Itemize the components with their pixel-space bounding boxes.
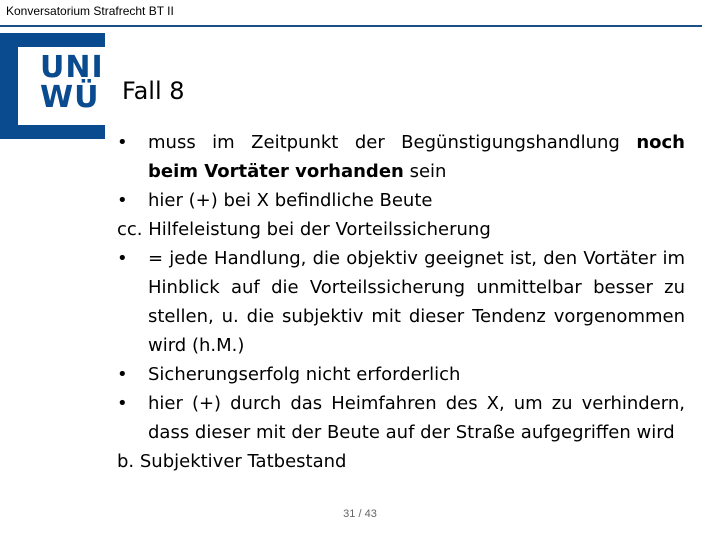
university-logo xyxy=(0,33,105,139)
list-item xyxy=(117,389,685,447)
page-number: 31 / 43 xyxy=(343,508,377,520)
item-text: muss im Zeitpunkt der Begünstigungshandlung xyxy=(148,132,620,153)
item-text: Sicherungserfolg nicht erforderlich xyxy=(148,364,461,385)
item-text: hier (+) durch das Heimfahren des X, um zu verhindern, dass dieser mit der Beute auf der Straße aufgegriffen wird xyxy=(148,393,685,443)
header-divider xyxy=(0,25,702,27)
slide-title: Fall 8 xyxy=(122,77,185,105)
logo-line-2: WÜ xyxy=(40,80,100,115)
item-text: sein xyxy=(409,161,447,182)
bullet-icon: • xyxy=(117,393,128,414)
header-title: Konversatorium Strafrecht BT II xyxy=(6,4,174,18)
logo-text xyxy=(40,50,104,115)
logo-line-1: UNI xyxy=(40,50,104,85)
bullet-icon: • xyxy=(117,132,128,153)
bullet-icon: • xyxy=(117,190,128,211)
subheading: b. Subjektiver Tatbestand xyxy=(117,451,347,472)
slide-content xyxy=(117,128,685,476)
list-item xyxy=(117,186,685,215)
bullet-icon: • xyxy=(117,248,128,269)
list-item xyxy=(117,128,685,186)
item-text-bold: noch beim Vortäter vorhanden xyxy=(148,132,685,182)
subheading: cc. Hilfeleistung bei der Vorteilssicherung xyxy=(117,219,491,240)
item-text: = jede Handlung, die objektiv geeignet ist, den Vortäter im Hinblick auf die Vorteilssicherung unmittelbar besser zu stellen, u. die subjektiv mit dieser Tendenz vorgenommen wird (h.M.) xyxy=(148,248,685,356)
list-item xyxy=(117,360,685,389)
item-text: hier (+) bei X befindliche Beute xyxy=(148,190,433,211)
bullet-icon: • xyxy=(117,364,128,385)
list-item xyxy=(117,244,685,360)
